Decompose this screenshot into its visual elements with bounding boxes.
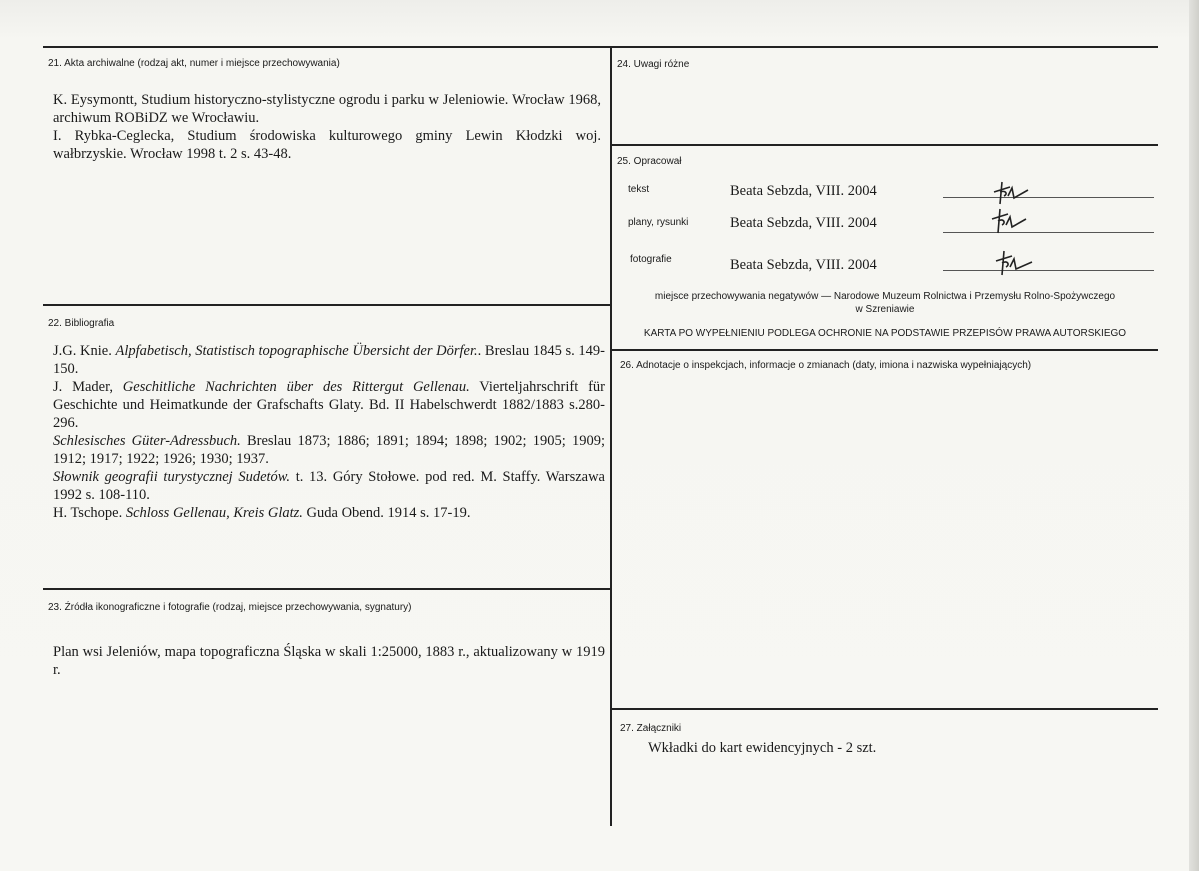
signature-mark xyxy=(990,248,1036,278)
copyright-notice: KARTA PO WYPEŁNIENIU PODLEGA OCHRONIE NA PODSTAWIE PRZEPISÓW PRAWA AUTORSKIEGO xyxy=(643,328,1127,339)
bibliography-entry: J. Mader, Geschitliche Nachrichten über des Rittergut Gellenau. Vierteljahrschrift für Geschichte und Heimatkunde der Grafschafts Glaty. Bd. II Habelschwerdt 1882/1883 s.280-296. xyxy=(53,379,605,431)
signature-line xyxy=(943,232,1154,233)
iconography-text: Plan wsi Jeleniów, mapa topograficzna Śląska w skali 1:25000, 1883 r., aktualizowany w 1919 r. xyxy=(53,644,605,678)
section-26-label: 26. Adnotacje o inspekcjach, informacje o zmianach (daty, imiona i nazwiska wypełniających) xyxy=(620,360,1032,371)
bibliography-entry: H. Tschope. Schloss Gellenau, Kreis Glatz. Guda Obend. 1914 s. 17-19. xyxy=(53,505,471,521)
row-kind-text: tekst xyxy=(628,184,650,195)
signature-line xyxy=(943,197,1154,198)
rule-24-25 xyxy=(610,144,1158,146)
section-22-label: 22. Bibliografia xyxy=(48,318,115,329)
section-25-label: 25. Opracował xyxy=(617,156,682,167)
rule-21-22 xyxy=(43,304,610,306)
bibliography-entry: Schlesisches Güter-Adressbuch. Breslau 1873; 1886; 1891; 1894; 1898; 1902; 1905; 1909; 1912; 1917; 1922; 1926; 1930; 1937. xyxy=(53,433,605,467)
rule-22-23 xyxy=(43,588,610,590)
signature-mark xyxy=(988,178,1034,208)
archive-entry: I. Rybka-Ceglecka, Studium środowiska kulturowego gminy Lewin Kłodzki woj. wałbrzyskie. Wrocław 1998 t. 2 s. 43-48. xyxy=(53,128,601,162)
scan-edge xyxy=(1189,0,1199,871)
row-kind-photos: fotografie xyxy=(630,254,672,265)
negatives-location: miejsce przechowywania negatywów — Narodowe Muzeum Rolnictwa i Przemysłu Rolno-Spożywczego w Szreniawie xyxy=(654,291,1116,315)
row-author-text: Beata Sebzda, VIII. 2004 xyxy=(730,183,877,199)
top-rule xyxy=(43,46,1158,48)
section-21-content xyxy=(53,91,601,163)
rule-25-26 xyxy=(610,349,1158,351)
row-kind-plans: plany, rysunki xyxy=(628,217,689,228)
attachments-text: Wkładki do kart ewidencyjnych - 2 szt. xyxy=(648,740,877,756)
section-21-label: 21. Akta archiwalne (rodzaj akt, numer i miejsce przechowywania) xyxy=(48,58,340,69)
rule-26-27 xyxy=(610,708,1158,710)
row-author-plans: Beata Sebzda, VIII. 2004 xyxy=(730,215,877,231)
bibliography-list xyxy=(53,342,605,522)
bibliography-entry: Słownik geografii turystycznej Sudetów. t. 13. Góry Stołowe. pod red. M. Staffy. Warszawa 1992 s. 108-110. xyxy=(53,469,605,503)
row-author-photos: Beata Sebzda, VIII. 2004 xyxy=(730,257,877,273)
section-27-label: 27. Załączniki xyxy=(620,723,682,734)
section-24-label: 24. Uwagi różne xyxy=(617,59,690,70)
bibliography-entry: J.G. Knie. Alpfabetisch, Statistisch topographische Übersicht der Dörfer.. Breslau 1845 s. 149-150. xyxy=(53,343,605,377)
signature-line xyxy=(943,270,1154,271)
section-23-label: 23. Źródła ikonograficzne i fotografie (rodzaj, miejsce przechowywania, sygnatury) xyxy=(48,602,412,613)
archive-entry: K. Eysymontt, Studium historyczno-stylistyczne ogrodu i parku w Jeleniowie. Wrocław 1968, archiwum ROBiDZ we Wrocławiu. xyxy=(53,92,601,126)
signature-mark xyxy=(986,206,1032,236)
